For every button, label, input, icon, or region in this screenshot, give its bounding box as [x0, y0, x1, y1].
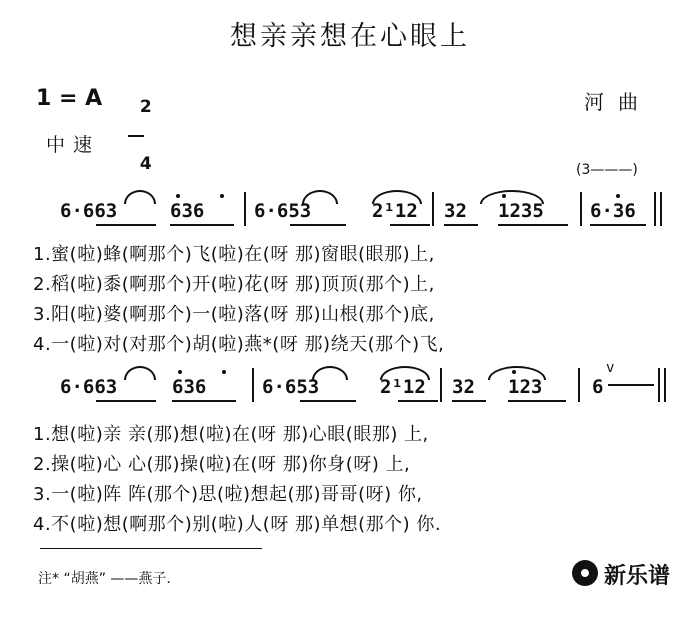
notation-line-2 — [0, 360, 700, 406]
note-group: 6·653 — [254, 200, 312, 222]
octave-dot — [220, 194, 224, 198]
beam — [508, 400, 566, 402]
barline — [578, 368, 580, 402]
notation-line-1 — [0, 190, 700, 230]
note-group: 32 — [452, 376, 475, 398]
key-equals: = — [58, 86, 78, 111]
breath-mark: v — [606, 360, 615, 376]
beam — [590, 224, 646, 226]
note-group: 636 — [172, 376, 207, 398]
slur — [372, 190, 422, 204]
meter-bottom: 4 — [139, 154, 152, 174]
song-source: 河曲 — [584, 90, 652, 114]
verse-line: 2.稻(啦)黍(啊那个)开(啦)花(呀 那)顶顶(那个)上, — [33, 274, 435, 295]
note-group: 6·663 — [60, 200, 118, 222]
verse-line: 4.一(啦)对(对那个)胡(啦)燕*(呀 那)绕天(那个)飞, — [33, 334, 445, 355]
slur — [488, 366, 546, 380]
footnote: 注* “胡燕” ——燕子. — [38, 571, 171, 587]
verse-line: 1.蜜(啦)蜂(啊那个)飞(啦)在(呀 那)窗眼(眼那)上, — [33, 244, 435, 265]
slur — [312, 366, 348, 380]
meter-top: 2 — [139, 97, 152, 117]
beam — [444, 224, 478, 226]
verse-line: 1.想(啦)亲 亲(那)想(啦)在(呀 那)心眼(眼那) 上, — [33, 424, 429, 445]
slur — [124, 366, 156, 380]
tempo-marking: 中速 — [46, 134, 101, 156]
tie-dash — [608, 384, 654, 386]
key-tonic: 1 — [36, 86, 52, 111]
barline — [664, 368, 666, 402]
note-group: 2¹12 — [380, 376, 426, 398]
note-group: 32 — [444, 200, 467, 222]
footnote-rule — [40, 548, 262, 549]
beam — [172, 400, 236, 402]
slur — [480, 190, 544, 204]
note-group: 2¹12 — [372, 200, 418, 222]
beam — [452, 400, 486, 402]
slur — [380, 366, 430, 380]
beam — [498, 224, 568, 226]
slur — [124, 190, 156, 204]
octave-dot — [176, 194, 180, 198]
barline — [580, 192, 582, 226]
page-title: 想亲亲想在心眼上 — [230, 21, 470, 52]
record-icon — [572, 560, 598, 586]
octave-dot — [512, 370, 516, 374]
barline — [654, 192, 656, 226]
brand-logo — [572, 560, 671, 617]
octave-dot — [178, 370, 182, 374]
barline — [252, 368, 254, 402]
octave-dot — [222, 370, 226, 374]
note-group: 6·663 — [60, 376, 118, 398]
octave-dot — [502, 194, 506, 198]
beam — [390, 224, 430, 226]
verse-line: 3.阳(啦)婆(啊那个)一(啦)落(呀 那)山根(那个)底, — [33, 304, 435, 325]
note-group: 6·36 — [590, 200, 636, 222]
octave-dot — [616, 194, 620, 198]
beam — [96, 400, 156, 402]
brand-name: 新乐谱 — [604, 564, 671, 589]
note-group: 6·653 — [262, 376, 320, 398]
slur — [302, 190, 338, 204]
time-signature — [128, 82, 152, 174]
barline — [660, 192, 662, 226]
key-note: A — [85, 86, 103, 111]
beam — [290, 224, 346, 226]
key-signature — [36, 86, 102, 111]
beam — [170, 224, 234, 226]
note-group: 1235 — [498, 200, 544, 222]
note-group: 6 — [592, 376, 604, 398]
verse-line: 2.操(啦)心 心(那)操(啦)在(呀 那)你身(呀) 上, — [33, 454, 411, 475]
beam — [398, 400, 438, 402]
beam — [96, 224, 156, 226]
barline — [658, 368, 660, 402]
note-group: 123 — [508, 376, 543, 398]
note-group: 636 — [170, 200, 205, 222]
barline — [244, 192, 246, 226]
beam — [300, 400, 356, 402]
repeat-bracket: (3———) — [576, 162, 638, 178]
barline — [432, 192, 434, 226]
verse-line: 4.不(啦)想(啊那个)别(啦)人(呀 那)单想(那个) 你. — [33, 514, 442, 535]
barline — [440, 368, 442, 402]
verse-line: 3.一(啦)阵 阵(那个)思(啦)想起(那)哥哥(呀) 你, — [33, 484, 423, 505]
